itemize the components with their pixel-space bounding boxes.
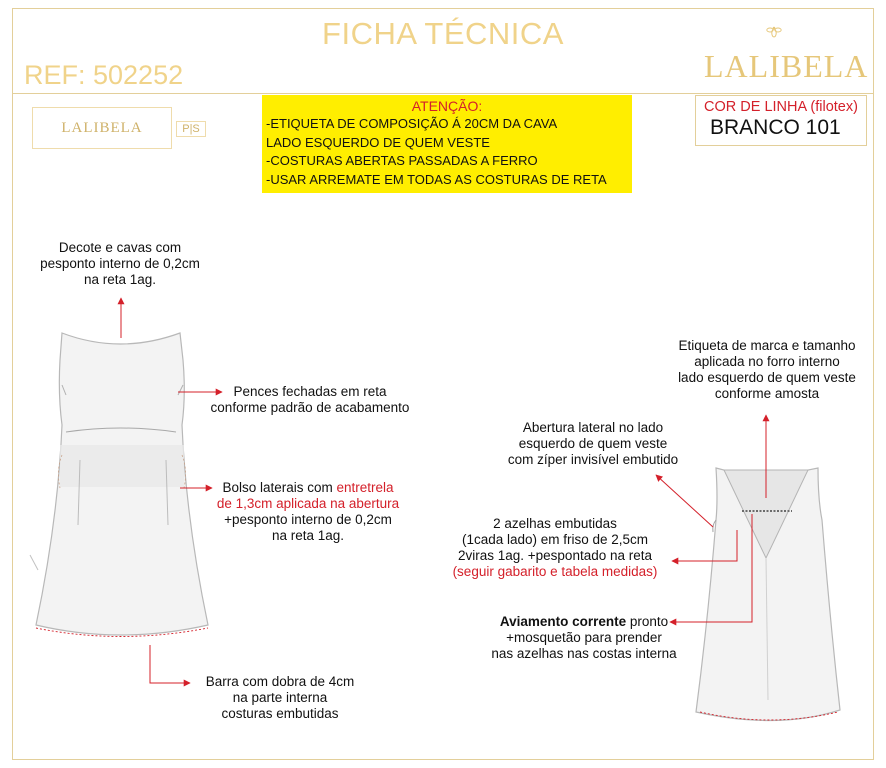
note-line: +mosquetão para prender xyxy=(506,630,662,645)
thread-color-value: BRANCO 101 xyxy=(710,116,841,139)
note-line: Decote e cavas com xyxy=(58,240,182,255)
front-dress-drawing xyxy=(30,333,208,637)
page-title: FICHA TÉCNICA xyxy=(322,16,564,51)
thread-color-heading: COR DE LINHA (filotex) xyxy=(704,99,858,115)
note-line xyxy=(470,614,698,630)
note-line: 2viras 1ag. +pespontado na reta xyxy=(457,548,653,563)
note-line: na reta 1ag. xyxy=(83,272,157,287)
pocket-note xyxy=(204,480,412,544)
attention-line: -COSTURAS ABERTAS PASSADAS A FERRO xyxy=(266,153,538,168)
darts-note xyxy=(200,384,420,416)
note-line: lado esquerdo de quem veste xyxy=(678,370,856,385)
size-label: P|S xyxy=(176,121,206,137)
note-line-red: de 1,3cm aplicada na abertura xyxy=(216,496,400,511)
note-line: Barra com dobra de 4cm xyxy=(205,674,355,689)
note-line: esquerdo de quem veste xyxy=(518,436,668,451)
brand-label-note xyxy=(662,338,872,402)
attention-line: -ETIQUETA DE COMPOSIÇÃO Á 20CM DA CAVA xyxy=(266,116,558,131)
note-line: na reta 1ag. xyxy=(271,528,345,543)
note-line: pesponto interno de 0,2cm xyxy=(40,256,200,271)
reference-code: REF: 502252 xyxy=(24,60,184,90)
chain-bold: Aviamento corrente xyxy=(499,614,630,629)
note-line: 2 azelhas embutidas xyxy=(493,516,617,531)
pocket-highlight: entretrela xyxy=(336,480,394,495)
back-dress-drawing xyxy=(696,468,840,721)
chain-note xyxy=(470,614,698,662)
brand-label: LALIBELA xyxy=(32,107,172,149)
note-line: costuras embutidas xyxy=(221,706,339,721)
attention-line: LADO ESQUERDO DE QUEM VESTE xyxy=(266,134,490,150)
attention-heading: ATENÇÃO: xyxy=(411,98,483,114)
note-line: conforme padrão de acabamento xyxy=(210,400,410,415)
chain-bold-2: pronto xyxy=(629,614,669,629)
note-line: nas azelhas nas costas interna xyxy=(491,646,677,661)
pocket-text: Bolso laterais com xyxy=(222,480,337,495)
neckline-note xyxy=(30,240,210,288)
note-line: Pences fechadas em reta xyxy=(233,384,387,399)
brand-logo: LALIBELA xyxy=(704,48,869,84)
loops-note xyxy=(430,516,680,580)
note-line: Abertura lateral no lado xyxy=(522,420,664,435)
note-line: aplicada no forro interno xyxy=(694,354,840,369)
zipper-note xyxy=(493,420,693,468)
note-line xyxy=(204,480,412,496)
note-line: com zíper invisível embutido xyxy=(507,452,679,467)
note-line: conforme amosta xyxy=(714,386,820,401)
note-line: (1cada lado) em friso de 2,5cm xyxy=(461,532,649,547)
note-line-red: (seguir gabarito e tabela medidas) xyxy=(452,564,658,579)
attention-line: -USAR ARREMATE EM TODAS AS COSTURAS DE RETA xyxy=(266,171,607,187)
hem-note xyxy=(190,674,370,722)
note-line: na parte interna xyxy=(232,690,328,705)
note-line: +pesponto interno de 0,2cm xyxy=(224,512,392,527)
note-line: Etiqueta de marca e tamanho xyxy=(678,338,856,353)
